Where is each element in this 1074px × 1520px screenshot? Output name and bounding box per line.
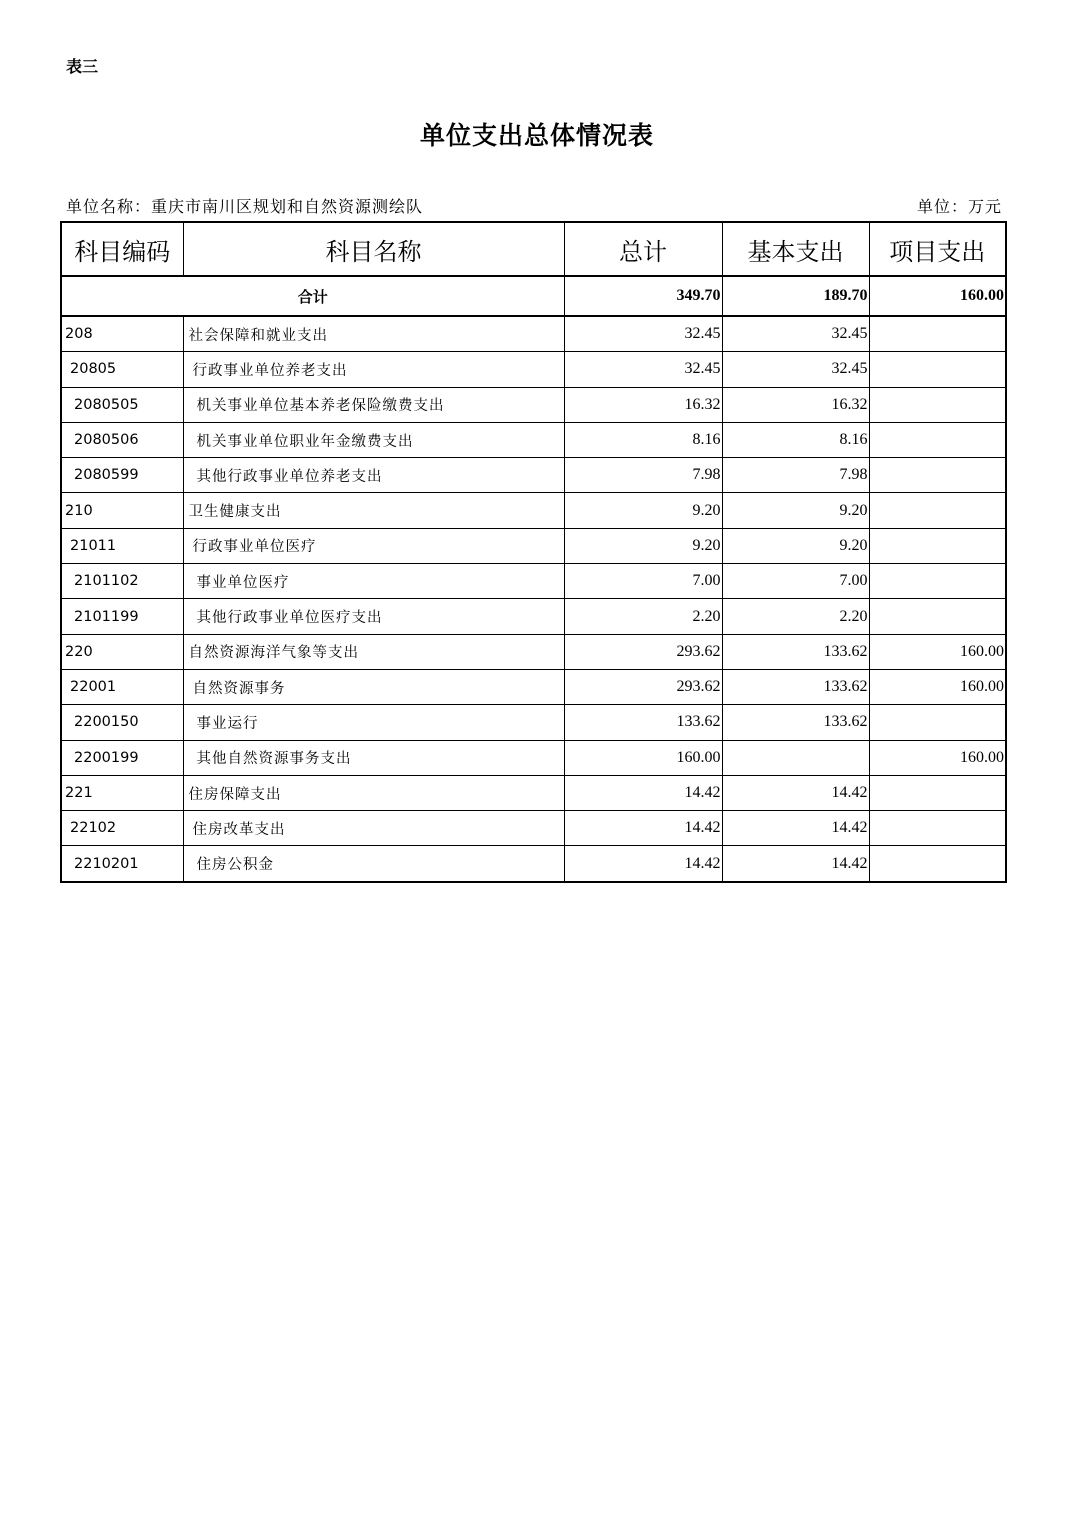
row-total: 8.16 [564, 422, 722, 457]
row-total: 133.62 [564, 705, 722, 740]
row-total: 16.32 [564, 387, 722, 422]
row-name: 住房保障支出 [183, 775, 564, 810]
table-row [61, 811, 1006, 846]
row-name: 机关事业单位职业年金缴费支出 [183, 422, 564, 457]
row-name: 行政事业单位医疗 [183, 528, 564, 563]
table-row [61, 422, 1006, 457]
row-basic: 32.45 [722, 316, 869, 352]
row-basic: 32.45 [722, 352, 869, 387]
row-total: 7.00 [564, 564, 722, 599]
table-row [61, 458, 1006, 493]
row-project [869, 316, 1006, 352]
table-row [61, 528, 1006, 563]
row-basic: 14.42 [722, 775, 869, 810]
row-basic: 14.42 [722, 811, 869, 846]
row-basic: 14.42 [722, 846, 869, 882]
row-code: 21011 [61, 528, 183, 563]
row-name: 住房改革支出 [183, 811, 564, 846]
total-total: 349.70 [564, 276, 722, 316]
row-name: 卫生健康支出 [183, 493, 564, 528]
row-code: 210 [61, 493, 183, 528]
table-row [61, 493, 1006, 528]
row-name: 其他自然资源事务支出 [183, 740, 564, 775]
row-code: 220 [61, 634, 183, 669]
row-total: 14.42 [564, 775, 722, 810]
row-name: 社会保障和就业支出 [183, 316, 564, 352]
row-project: 160.00 [869, 740, 1006, 775]
row-project [869, 775, 1006, 810]
row-basic: 133.62 [722, 669, 869, 704]
row-basic: 2.20 [722, 599, 869, 634]
total-row [61, 276, 1006, 316]
row-total: 14.42 [564, 846, 722, 882]
row-code: 2101199 [61, 599, 183, 634]
table-row [61, 316, 1006, 352]
row-code: 2210201 [61, 846, 183, 882]
table-row [61, 740, 1006, 775]
row-name: 其他行政事业单位医疗支出 [183, 599, 564, 634]
row-name: 事业运行 [183, 705, 564, 740]
table-row [61, 669, 1006, 704]
row-basic: 9.20 [722, 528, 869, 563]
row-name: 其他行政事业单位养老支出 [183, 458, 564, 493]
table-row [61, 846, 1006, 882]
row-project [869, 846, 1006, 882]
row-basic: 7.98 [722, 458, 869, 493]
row-project [869, 811, 1006, 846]
row-code: 2101102 [61, 564, 183, 599]
row-name: 行政事业单位养老支出 [183, 352, 564, 387]
row-project [869, 493, 1006, 528]
column-header-code: 科目编码 [61, 222, 183, 276]
row-code: 2200150 [61, 705, 183, 740]
row-name: 自然资源海洋气象等支出 [183, 634, 564, 669]
row-basic: 16.32 [722, 387, 869, 422]
total-label: 合计 [61, 276, 564, 316]
row-project [869, 599, 1006, 634]
row-code: 208 [61, 316, 183, 352]
unit-measure: 单位：万元 [916, 197, 1002, 216]
row-name: 机关事业单位基本养老保险缴费支出 [183, 387, 564, 422]
row-total: 9.20 [564, 528, 722, 563]
row-code: 20805 [61, 352, 183, 387]
row-total: 7.98 [564, 458, 722, 493]
column-header-name: 科目名称 [183, 222, 564, 276]
row-project [869, 458, 1006, 493]
column-header-total: 总计 [564, 222, 722, 276]
table-row [61, 634, 1006, 669]
row-basic: 9.20 [722, 493, 869, 528]
row-code: 221 [61, 775, 183, 810]
row-total: 293.62 [564, 634, 722, 669]
table-row [61, 564, 1006, 599]
row-code: 22102 [61, 811, 183, 846]
unit-name: 单位名称：重庆市南川区规划和自然资源测绘队 [66, 197, 424, 216]
row-total: 14.42 [564, 811, 722, 846]
row-total: 32.45 [564, 316, 722, 352]
row-total: 9.20 [564, 493, 722, 528]
row-code: 2200199 [61, 740, 183, 775]
table-row [61, 599, 1006, 634]
table-row [61, 705, 1006, 740]
row-project [869, 564, 1006, 599]
table-label: 表三 [66, 57, 99, 76]
row-total: 32.45 [564, 352, 722, 387]
row-total: 293.62 [564, 669, 722, 704]
row-project: 160.00 [869, 634, 1006, 669]
row-code: 2080505 [61, 387, 183, 422]
column-header-basic: 基本支出 [722, 222, 869, 276]
header-row [61, 222, 1006, 276]
row-basic: 7.00 [722, 564, 869, 599]
row-project [869, 387, 1006, 422]
row-code: 2080599 [61, 458, 183, 493]
row-basic: 8.16 [722, 422, 869, 457]
page-title: 单位支出总体情况表 [419, 121, 654, 150]
row-project [869, 352, 1006, 387]
expense-table [60, 221, 1007, 883]
row-project [869, 422, 1006, 457]
row-code: 2080506 [61, 422, 183, 457]
row-basic [722, 740, 869, 775]
total-basic: 189.70 [722, 276, 869, 316]
row-basic: 133.62 [722, 634, 869, 669]
row-project: 160.00 [869, 669, 1006, 704]
row-name: 住房公积金 [183, 846, 564, 882]
row-code: 22001 [61, 669, 183, 704]
table-row [61, 775, 1006, 810]
row-project [869, 705, 1006, 740]
table-row [61, 387, 1006, 422]
row-name: 自然资源事务 [183, 669, 564, 704]
row-total: 160.00 [564, 740, 722, 775]
table-row [61, 352, 1006, 387]
column-header-project: 项目支出 [869, 222, 1006, 276]
row-total: 2.20 [564, 599, 722, 634]
row-name: 事业单位医疗 [183, 564, 564, 599]
total-project: 160.00 [869, 276, 1006, 316]
row-basic: 133.62 [722, 705, 869, 740]
row-project [869, 528, 1006, 563]
